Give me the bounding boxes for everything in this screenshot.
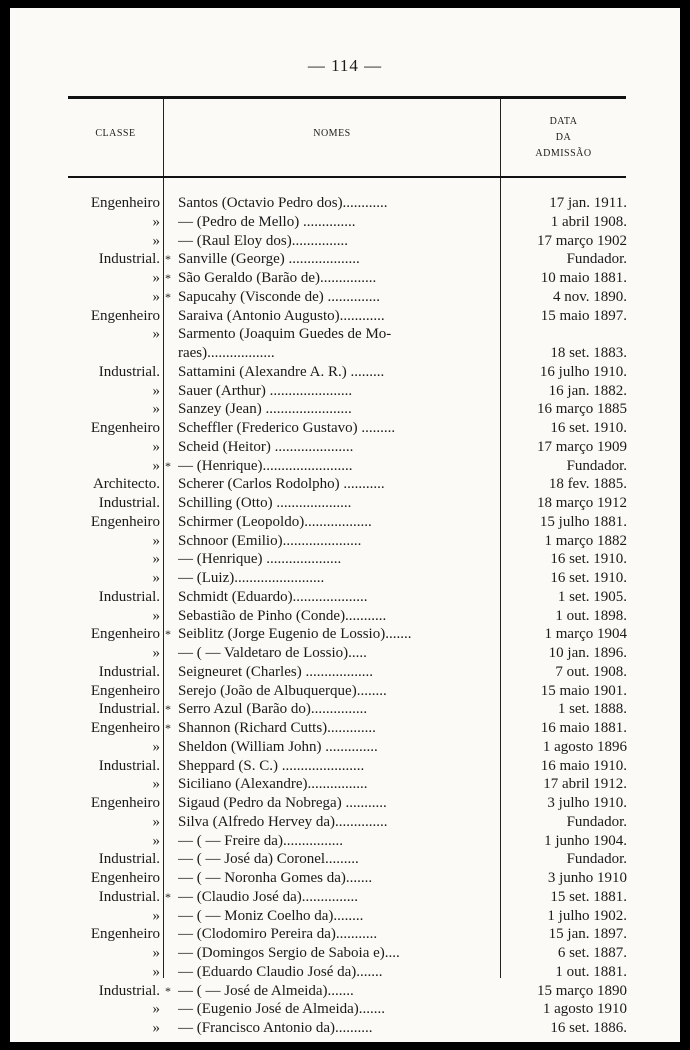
row-nome: raes)..................	[178, 345, 275, 361]
row-mark: *	[165, 252, 171, 267]
table-row	[10, 569, 680, 588]
row-nome: Serejo (João de Albuquerque)........	[178, 682, 387, 699]
row-data: 3 julho 1910.	[547, 795, 627, 811]
row-classe: Industrial.	[98, 588, 160, 605]
register-table	[10, 194, 680, 1038]
row-data: 1 agosto 1896	[542, 738, 627, 755]
row-classe: »	[152, 776, 160, 793]
row-nome: Sapucahy (Visconde de) ..............	[178, 288, 380, 305]
table-row	[10, 719, 680, 738]
row-nome: — (Eduardo Claudio José da).......	[178, 963, 383, 980]
row-data: 16 set. 1910.	[550, 551, 627, 568]
table-row	[10, 250, 680, 269]
row-nome: Schilling (Otto) ....................	[178, 495, 352, 511]
row-classe: Industrial.	[98, 495, 160, 511]
row-data: 15 jan. 1897.	[548, 926, 627, 943]
row-data: 16 julho 1910.	[539, 363, 627, 380]
row-data: 16 set. 1886.	[550, 1020, 627, 1036]
row-nome: Seigneuret (Charles) ..................	[178, 663, 373, 680]
table-row	[10, 1019, 680, 1038]
row-nome: — (Clodomiro Pereira da)...........	[178, 926, 378, 943]
row-mark: *	[165, 983, 171, 998]
table-row	[10, 738, 680, 757]
table-row	[10, 419, 680, 438]
row-nome: Sanzey (Jean) .......................	[178, 401, 352, 418]
top-rule	[68, 96, 626, 99]
row-data: 4 nov. 1890.	[552, 288, 627, 305]
table-row	[10, 644, 680, 663]
row-nome: Sigaud (Pedro da Nobrega) ...........	[178, 795, 387, 811]
row-classe: Engenheiro	[90, 682, 160, 699]
row-nome: Sarmento (Joaquim Guedes de Mo-	[178, 326, 392, 343]
table-row	[10, 832, 680, 851]
row-classe: Engenheiro	[90, 720, 160, 736]
row-classe: Industrial.	[98, 663, 160, 680]
row-data: 1 out. 1898.	[555, 607, 627, 624]
row-mark: *	[165, 721, 171, 735]
row-classe: Industrial.	[98, 888, 160, 905]
table-row	[10, 813, 680, 832]
table-row	[10, 850, 680, 869]
row-data: 1 junho 1904.	[544, 832, 627, 849]
table-row	[10, 944, 680, 963]
row-nome: — ( — Moniz Coelho da)........	[178, 907, 364, 924]
row-nome: — (Domingos Sergio de Saboia e)....	[178, 945, 400, 961]
table-row	[10, 438, 680, 457]
table-row	[10, 363, 680, 382]
row-classe: »	[152, 832, 160, 849]
table-row	[10, 607, 680, 626]
row-nome: Sanville (George) ...................	[178, 251, 360, 268]
row-classe: Industrial.	[98, 251, 160, 268]
row-classe: »	[152, 813, 160, 830]
row-data: 16 maio 1881.	[540, 720, 627, 736]
table-row	[10, 663, 680, 682]
table-row	[10, 344, 680, 363]
row-data: Fundador.	[566, 457, 627, 474]
row-data: 1 março 1904	[544, 626, 627, 643]
table-row	[10, 625, 680, 644]
header-rule	[68, 176, 626, 178]
row-mark: *	[165, 889, 171, 904]
row-classe: Engenheiro	[90, 420, 160, 436]
table-row	[10, 982, 680, 1001]
row-nome: Seiblitz (Jorge Eugenio de Lossio).......	[178, 626, 412, 643]
table-row	[10, 757, 680, 776]
row-data: 1 out. 1881.	[555, 963, 627, 980]
row-data: 15 julho 1881.	[539, 513, 627, 530]
row-nome: — (Francisco Antonio da)..........	[178, 1020, 373, 1036]
row-nome: Shannon (Richard Cutts).............	[178, 720, 376, 736]
header-nomes: NOMES	[313, 128, 351, 139]
row-classe: »	[152, 570, 160, 586]
row-data: 17 abril 1912.	[543, 776, 627, 793]
table-row	[10, 532, 680, 551]
table-row	[10, 232, 680, 251]
table-row	[10, 588, 680, 607]
row-nome: — ( — Valdetaro de Lossio).....	[178, 645, 367, 661]
row-nome: São Geraldo (Barão de)...............	[178, 270, 377, 286]
table-row	[10, 288, 680, 307]
table-row	[10, 213, 680, 232]
row-classe: Industrial.	[98, 363, 160, 380]
row-nome: Sauer (Arthur) ......................	[178, 382, 353, 399]
row-classe: »	[152, 288, 160, 305]
row-classe: »	[152, 907, 160, 924]
row-classe: »	[152, 213, 160, 230]
row-data: 17 jan. 1911.	[549, 195, 627, 211]
row-nome: — (Raul Eloy dos)...............	[178, 232, 348, 249]
row-data: 6 set. 1887.	[557, 945, 627, 961]
table-row	[10, 382, 680, 401]
table-row	[10, 494, 680, 513]
row-nome: — (Pedro de Mello) ..............	[178, 213, 356, 230]
row-classe: »	[152, 382, 160, 399]
row-nome: Schnoor (Emilio).....................	[178, 532, 362, 549]
table-row	[10, 475, 680, 494]
row-data: 16 março 1885	[537, 401, 627, 418]
row-nome: Sebastião de Pinho (Conde)...........	[178, 607, 387, 624]
table-row	[10, 963, 680, 982]
row-nome: Sheldon (William John) ..............	[178, 738, 378, 755]
header-data-line2: DA	[555, 132, 572, 143]
header-data	[501, 114, 626, 162]
row-classe: Engenheiro	[90, 870, 160, 886]
row-nome: — (Henrique) ....................	[178, 551, 342, 568]
table-row	[10, 269, 680, 288]
row-nome: — ( — José da) Coronel.........	[178, 851, 359, 868]
row-data: 1 agosto 1910	[542, 1001, 627, 1018]
row-nome: — ( — José de Almeida).......	[178, 982, 354, 999]
header-classe: CLASSE	[95, 128, 136, 139]
row-classe: Engenheiro	[90, 626, 160, 643]
table-row	[10, 513, 680, 532]
row-mark: *	[165, 289, 171, 304]
row-classe: »	[152, 532, 160, 549]
table-row	[10, 400, 680, 419]
row-classe: »	[152, 645, 160, 661]
row-data: 17 março 1902	[537, 232, 627, 249]
table-row	[10, 869, 680, 888]
row-nome: — (Claudio José da)...............	[178, 888, 358, 905]
row-classe: »	[152, 1001, 160, 1018]
table-row	[10, 550, 680, 569]
row-nome: Scherer (Carlos Rodolpho) ...........	[178, 476, 385, 493]
row-data: Fundador.	[566, 251, 627, 268]
row-data: 17 março 1909	[537, 438, 627, 455]
row-nome: — (Henrique)........................	[178, 457, 353, 474]
row-classe: »	[152, 551, 160, 568]
row-nome: Serro Azul (Barão do)...............	[178, 701, 368, 718]
table-row	[10, 888, 680, 907]
table-row	[10, 194, 680, 213]
row-classe: »	[152, 270, 160, 286]
row-nome: — (Luiz)........................	[178, 570, 325, 586]
row-nome: Siciliano (Alexandre)................	[178, 776, 368, 793]
row-nome: Schirmer (Leopoldo)..................	[178, 513, 372, 530]
row-classe: Engenheiro	[90, 795, 160, 811]
row-data: 7 out. 1908.	[555, 663, 627, 680]
row-data: 15 maio 1897.	[540, 307, 627, 324]
row-nome: — ( — Freire da)................	[178, 832, 343, 849]
row-classe: »	[152, 945, 160, 961]
table-row	[10, 775, 680, 794]
header-data-line3: ADMISSÃO	[535, 148, 592, 159]
row-nome: Saraiva (Antonio Augusto)............	[178, 307, 385, 324]
row-classe: Industrial.	[98, 851, 160, 868]
row-nome: Scheid (Heitor) .....................	[178, 438, 354, 455]
row-classe: »	[152, 963, 160, 980]
row-data: 16 maio 1910.	[540, 757, 627, 774]
row-data: 1 abril 1908.	[550, 213, 627, 230]
row-classe: »	[152, 738, 160, 755]
table-row	[10, 925, 680, 944]
row-data: 3 junho 1910	[547, 870, 627, 886]
row-classe: Engenheiro	[90, 307, 160, 324]
row-classe: Engenheiro	[90, 195, 160, 211]
row-data: 16 set. 1910.	[550, 570, 627, 586]
row-mark: *	[165, 271, 171, 285]
table-row	[10, 307, 680, 326]
row-data: 16 jan. 1882.	[548, 382, 627, 399]
row-classe: »	[152, 457, 160, 474]
row-classe: »	[152, 401, 160, 418]
row-classe: »	[152, 326, 160, 343]
row-nome: Silva (Alfredo Hervey da)..............	[178, 813, 388, 830]
row-data: 16 set. 1910.	[550, 420, 627, 436]
document-page	[10, 8, 680, 1042]
row-data: 1 set. 1905.	[557, 588, 627, 605]
row-classe: Engenheiro	[90, 926, 160, 943]
row-nome: Sattamini (Alexandre A. R.) .........	[178, 363, 385, 380]
row-data: 15 maio 1901.	[540, 682, 627, 699]
table-row	[10, 794, 680, 813]
table-row	[10, 682, 680, 701]
table-row	[10, 1000, 680, 1019]
row-classe: »	[152, 607, 160, 624]
row-mark: *	[165, 627, 171, 642]
row-nome: Schmidt (Eduardo)....................	[178, 588, 368, 605]
row-data: 15 set. 1881.	[550, 888, 627, 905]
row-data: 1 março 1882	[544, 532, 627, 549]
row-nome: — ( — Noronha Gomes da).......	[178, 870, 373, 886]
row-classe: »	[152, 232, 160, 249]
row-classe: »	[152, 1020, 160, 1036]
row-data: 18 fev. 1885.	[548, 476, 627, 493]
row-data: 1 julho 1902.	[547, 907, 627, 924]
row-nome: Sheppard (S. C.) ......................	[178, 757, 365, 774]
page-number: — 114 —	[307, 56, 383, 75]
row-data: 10 jan. 1896.	[548, 645, 627, 661]
row-data: Fundador.	[566, 813, 627, 830]
row-mark: *	[165, 458, 171, 473]
row-nome: Santos (Octavio Pedro dos)............	[178, 195, 388, 211]
row-classe: Architecto.	[92, 476, 160, 493]
row-classe: Industrial.	[98, 757, 160, 774]
row-data: 10 maio 1881.	[540, 270, 627, 286]
row-data: 18 março 1912	[537, 495, 627, 511]
table-row	[10, 457, 680, 476]
row-classe: Engenheiro	[90, 513, 160, 530]
row-data: Fundador.	[566, 851, 627, 868]
header-data-line1: DATA	[549, 116, 578, 127]
row-data: 15 março 1890	[537, 982, 627, 999]
table-row	[10, 325, 680, 344]
row-nome: — (Eugenio José de Almeida).......	[178, 1001, 386, 1018]
table-row	[10, 700, 680, 719]
table-row	[10, 907, 680, 926]
row-nome: Scheffler (Frederico Gustavo) .........	[178, 420, 396, 436]
row-classe: Industrial.	[98, 701, 160, 718]
row-data: 18 set. 1883.	[550, 345, 627, 361]
row-data: 1 set. 1888.	[557, 701, 627, 718]
row-classe: Industrial.	[98, 982, 160, 999]
row-mark: *	[165, 702, 171, 717]
row-classe: »	[152, 438, 160, 455]
